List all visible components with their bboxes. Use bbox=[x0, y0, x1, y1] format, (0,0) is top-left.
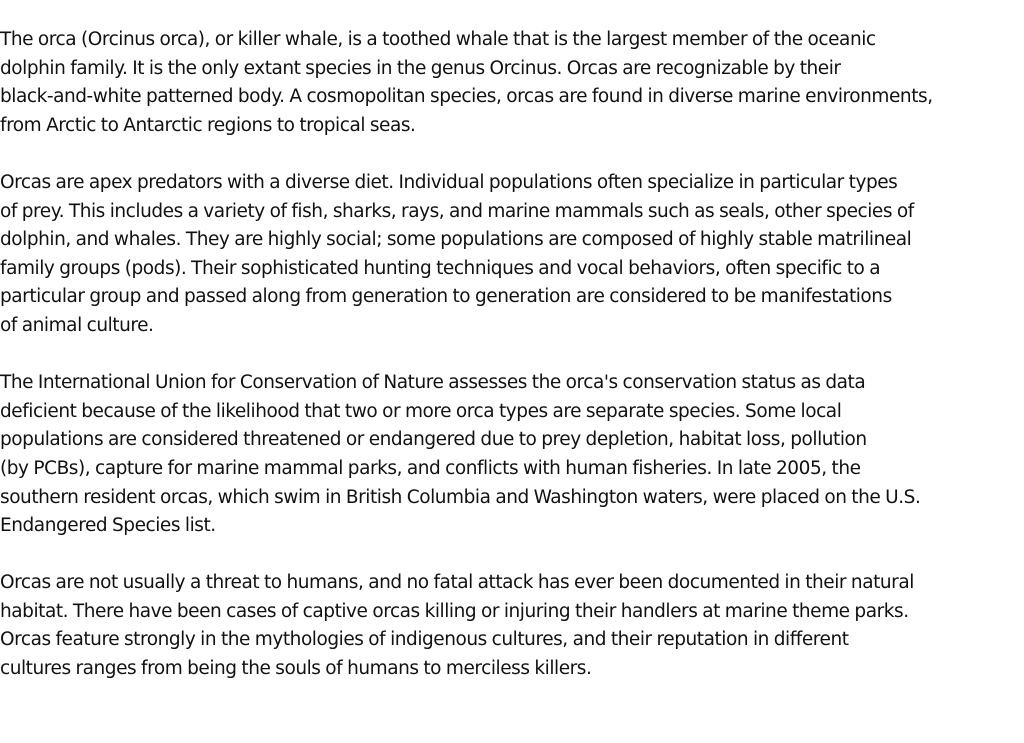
text-line: cultures ranges from being the souls of humans to merciless killers. bbox=[0, 658, 592, 680]
text-line: southern resident orcas, which swim in British Columbia and Washington waters, were placed on the U.S. bbox=[0, 486, 921, 508]
text-line: particular group and passed along from generation to generation are considered to be manifestations bbox=[0, 286, 892, 308]
text-line: of prey. This includes a variety of fish, sharks, rays, and marine mammals such as seals, other species of bbox=[0, 200, 914, 222]
text-line: The orca (Orcinus orca), or killer whale, is a toothed whale that is the largest member of the oceanic bbox=[0, 29, 876, 50]
text-line: family groups (pods). Their sophisticated hunting techniques and vocal behaviors, often specific to a bbox=[0, 257, 881, 279]
text-line: Orcas are apex predators with a diverse diet. Individual populations often specialize in particular types bbox=[0, 171, 898, 193]
text-line: Orcas are not usually a threat to humans, and no fatal attack has ever been documented in their natural bbox=[0, 572, 914, 594]
text-line: dolphin, and whales. They are highly social; some populations are composed of highly stable matrilineal bbox=[0, 229, 912, 251]
text-line: habitat. There have been cases of captive orcas killing or injuring their handlers at marine theme parks. bbox=[0, 600, 909, 622]
text-line: (by PCBs), capture for marine mammal parks, and conflicts with human fisheries. In late 2005, the bbox=[0, 457, 861, 479]
text-line: populations are considered threatened or endangered due to prey depletion, habitat loss, pollution bbox=[0, 429, 867, 451]
text-line: deficient because of the likelihood that two or more orca types are separate species. Some local bbox=[0, 400, 842, 422]
paragraph-orca-diet bbox=[0, 169, 1024, 341]
paragraph-orca-humans bbox=[0, 569, 1024, 683]
text-line: dolphin family. It is the only extant species in the genus Orcinus. Orcas are recognizable by their bbox=[0, 57, 841, 79]
text-line: of animal culture. bbox=[0, 314, 154, 336]
text-line: The International Union for Conservation of Nature assesses the orca's conservation status as data bbox=[0, 372, 866, 394]
paragraph-orca-intro bbox=[0, 26, 1024, 140]
text-line: from Arctic to Antarctic regions to tropical seas. bbox=[0, 114, 416, 136]
text-line: Orcas feature strongly in the mythologies of indigenous cultures, and their reputation in different bbox=[0, 629, 849, 651]
paragraph-orca-conservation bbox=[0, 369, 1024, 541]
text-line: Endangered Species list. bbox=[0, 515, 216, 537]
text-line: black-and-white patterned body. A cosmopolitan species, orcas are found in diverse marine environments, bbox=[0, 86, 933, 108]
